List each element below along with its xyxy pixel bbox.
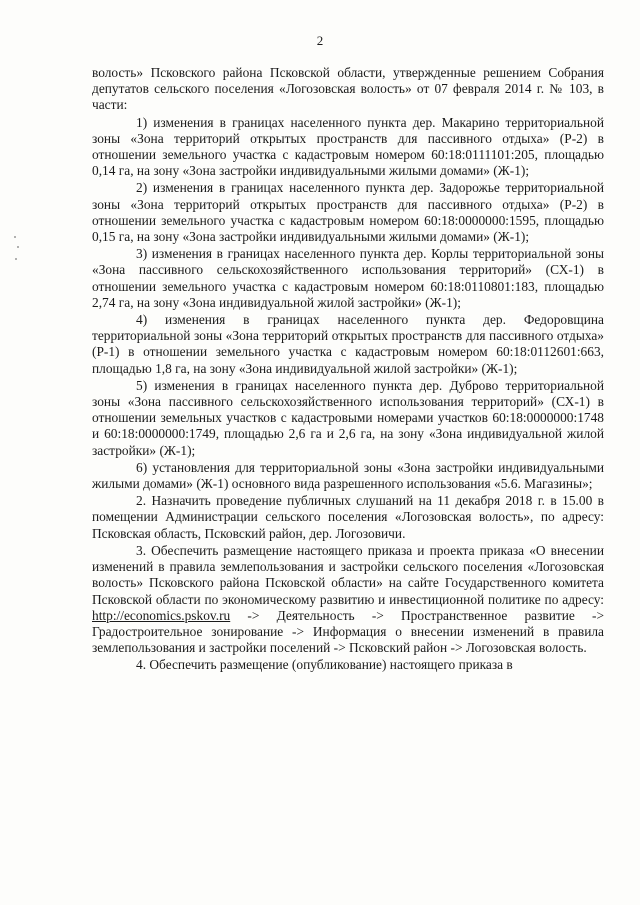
paragraph-clause-4: 4. Обеспечить размещение (опубликование) настоящего приказа в [136, 657, 513, 673]
paragraph-item-2: 2) изменения в границах населенного пункта дер. Задорожье территориальной зоны «Зона территорий открытых пространств для пассивного отдыха» (Р-2) в отношении земельного участка с кадастровым номером 60:18:0000000:1595, площадью 0,15 га, на зону «Зона застройки индивидуальными жилыми домами» (Ж-1); [92, 180, 604, 245]
paragraph-item-3: 3) изменения в границах населенного пункта дер. Корлы территориальной зоны «Зона пассивного сельскохозяйственного использования территорий» (СХ-1) в отношении земельного участка с кадастровым номером 60:18:0110801:183, площадью 2,74 га, на зону «Зона индивидуальной жилой застройки» (Ж-1); [92, 246, 604, 310]
paragraph-item-4: 4) изменения в границах населенного пункта дер. Федоровщина территориальной зоны «Зона территорий открытых пространств для пассивного отдыха» (Р-1) в отношении земельного участка с кадастровым номером 60:18:0112601:663, площадью 1,8 га, на зону «Зона индивидуальной жилой застройки» (Ж-1); [92, 312, 604, 376]
scan-artifact [14, 236, 24, 266]
clause-3-path: -> Деятельность -> Пространственное развитие -> Градостроительное зонирование -> Информация о внесении изменений в правила землепользования и застройки поселений -> Псковский район -> Логозовская волость. [92, 607, 604, 656]
paragraph-clause-3 [92, 543, 604, 656]
clause-3-text: 3. Обеспечить размещение настоящего приказа и проекта приказа «О внесении изменений в правила землепользования и застройки сельского поселения «Логозовская волость» Псковского района Псковской области» на сайте Государственного комитета Псковской области по экономическому развитию и инвестиционной политике по адресу: [92, 542, 604, 607]
document-body [92, 65, 604, 675]
paragraph-intro: волость» Псковского района Псковской области, утвержденные решением Собрания депутатов сельского поселения «Логозовская волость» от 07 февраля 2014 г. № 103, в части: [92, 65, 604, 113]
paragraph-item-1: 1) изменения в границах населенного пункта дер. Макарино территориальной зоны «Зона территорий открытых пространств для пассивного отдыха» (Р-2) в отношении земельного участка с кадастровым номером 60:18:0111101:205, площадью 0,14 га, на зону «Зона застройки индивидуальными жилыми домами» (Ж-1); [92, 114, 604, 179]
paragraph-item-6: 6) установления для территориальной зоны «Зона застройки индивидуальными жилыми домами» (Ж-1) основного вида разрешенного использования «5.6. Магазины»; [92, 459, 604, 492]
economics-link[interactable]: http://economics.pskov.ru [92, 607, 231, 623]
paragraph-item-5: 5) изменения в границах населенного пункта дер. Дуброво территориальной зоны «Зона пассивного сельскохозяйственного использования территорий» (СХ-1) в отношении земельных участков с кадастровыми номерами участков 60:18:0000000:1748 и 60:18:0000000:1749, площадью 2,6 га и 2,6 га, на зону «Зона индивидуальной жилой застройки» (Ж-1); [92, 377, 604, 458]
paragraph-clause-2: 2. Назначить проведение публичных слушаний на 11 декабря 2018 г. в 15.00 в помещении Администрации сельского поселения «Логозовская волость», по адресу: Псковская область, Псковский район, дер. Логозовичи. [92, 493, 604, 541]
page-number: 2 [316, 33, 324, 48]
